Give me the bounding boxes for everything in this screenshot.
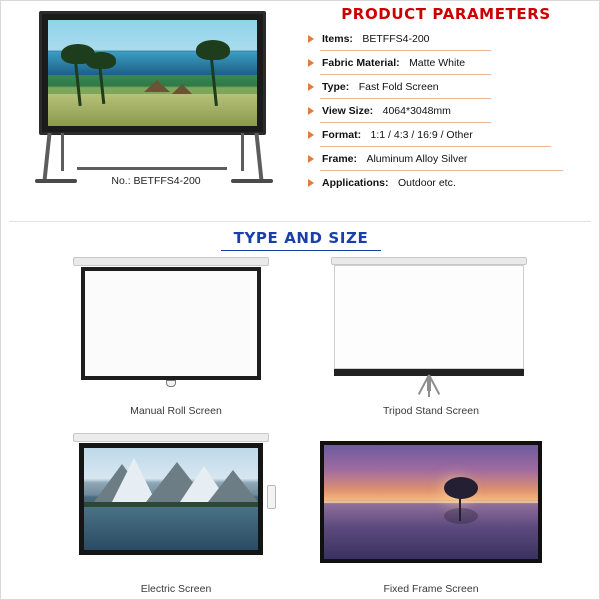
- stand-brace-right: [241, 133, 244, 171]
- parameter-row: [306, 149, 591, 173]
- type-item-fixed-frame: [306, 427, 556, 595]
- bullet-arrow-icon: [308, 155, 314, 163]
- parameter-row: [306, 53, 591, 77]
- type-item-manual-roll: [51, 249, 301, 417]
- parameter-label: Fabric Material:: [322, 57, 400, 69]
- palm-leaves-icon: [196, 40, 230, 60]
- beach-scene-illustration: [48, 20, 257, 126]
- beach-hut-icon: [172, 84, 192, 94]
- section-title-product-parameters: PRODUCT PARAMETERS: [341, 5, 551, 23]
- electric-screen-surface: [79, 443, 263, 555]
- fast-fold-screen-photo: [21, 7, 291, 202]
- fixed-frame-screen-illustration: [306, 427, 556, 575]
- electric-screen-illustration: [51, 427, 301, 575]
- section-title-type-and-size: [1, 229, 600, 251]
- manual-roll-screen-illustration: [51, 249, 301, 397]
- parameter-value: BETFFS4-200: [362, 33, 430, 45]
- bullet-arrow-icon: [308, 35, 314, 43]
- parameter-value: Outdoor etc.: [397, 177, 456, 189]
- parameter-list: [306, 29, 591, 197]
- mountain-scene-illustration: [84, 448, 258, 550]
- parameter-value: Fast Fold Screen: [358, 81, 439, 93]
- remote-control-icon: [267, 485, 276, 509]
- pull-handle-icon: [166, 380, 176, 387]
- stand-leg-left: [42, 133, 51, 181]
- parameter-value: 1:1 / 4:3 / 16:9 / Other: [370, 129, 473, 141]
- type-item-tripod-stand: [306, 249, 556, 417]
- bullet-arrow-icon: [308, 107, 314, 115]
- stand-leg-right: [254, 133, 263, 181]
- tripod-case: [331, 257, 527, 265]
- type-item-caption: Electric Screen: [140, 583, 212, 595]
- stand-brace-left: [61, 133, 64, 171]
- roll-case: [73, 257, 269, 266]
- product-parameters-section: [1, 1, 600, 223]
- beach-hut-icon: [144, 80, 170, 92]
- type-item-caption: Tripod Stand Screen: [383, 405, 479, 417]
- parameter-underline: [320, 146, 551, 147]
- electric-case: [73, 433, 269, 442]
- type-item-caption: Fixed Frame Screen: [383, 583, 479, 595]
- product-photo-caption: No.: BETFFS4-200: [111, 175, 201, 187]
- bullet-arrow-icon: [308, 59, 314, 67]
- parameter-row: [306, 29, 591, 53]
- parameter-row: [306, 101, 591, 125]
- type-item-electric: [51, 427, 301, 595]
- sunset-scene-illustration: [324, 445, 538, 559]
- parameter-underline: [320, 98, 491, 99]
- tripod-screen-surface: [334, 265, 524, 369]
- parameter-row: [306, 125, 591, 149]
- parameter-underline: [320, 50, 491, 51]
- lake-water: [84, 507, 258, 550]
- parameter-label: Format:: [322, 129, 362, 141]
- bullet-arrow-icon: [308, 179, 314, 187]
- parameter-label: Frame:: [322, 153, 358, 165]
- screen-frame-graphic: [39, 11, 266, 135]
- parameter-row: [306, 173, 591, 197]
- bullet-arrow-icon: [308, 131, 314, 139]
- tree-reflection: [444, 508, 478, 524]
- type-item-caption: Manual Roll Screen: [130, 405, 222, 417]
- bullet-arrow-icon: [308, 83, 314, 91]
- tripod-leg: [428, 375, 430, 397]
- parameter-row: [306, 77, 591, 101]
- tree-crown: [444, 477, 478, 499]
- parameter-value: Matte White: [409, 57, 466, 69]
- parameter-label: Items:: [322, 33, 353, 45]
- stand-crossbar: [77, 167, 227, 170]
- screen-type-grid: [1, 249, 600, 594]
- parameter-underline: [320, 122, 491, 123]
- parameter-underline: [320, 74, 491, 75]
- roll-screen-surface: [81, 267, 261, 380]
- tripod-screen-illustration: [306, 249, 556, 397]
- parameter-underline: [320, 170, 563, 171]
- fixed-frame-surface: [320, 441, 542, 563]
- parameter-label: Applications:: [322, 177, 389, 189]
- screen-surface-image: [48, 20, 257, 126]
- parameter-label: Type:: [322, 81, 350, 93]
- section-title-text: TYPE AND SIZE: [233, 229, 369, 247]
- section-divider: [9, 221, 591, 222]
- parameter-value: 4064*3048mm: [382, 105, 451, 117]
- palm-leaves-icon: [86, 52, 116, 69]
- parameter-label: View Size:: [322, 105, 374, 117]
- horizon-line: [324, 501, 538, 503]
- parameter-value: Aluminum Alloy Silver: [366, 153, 468, 165]
